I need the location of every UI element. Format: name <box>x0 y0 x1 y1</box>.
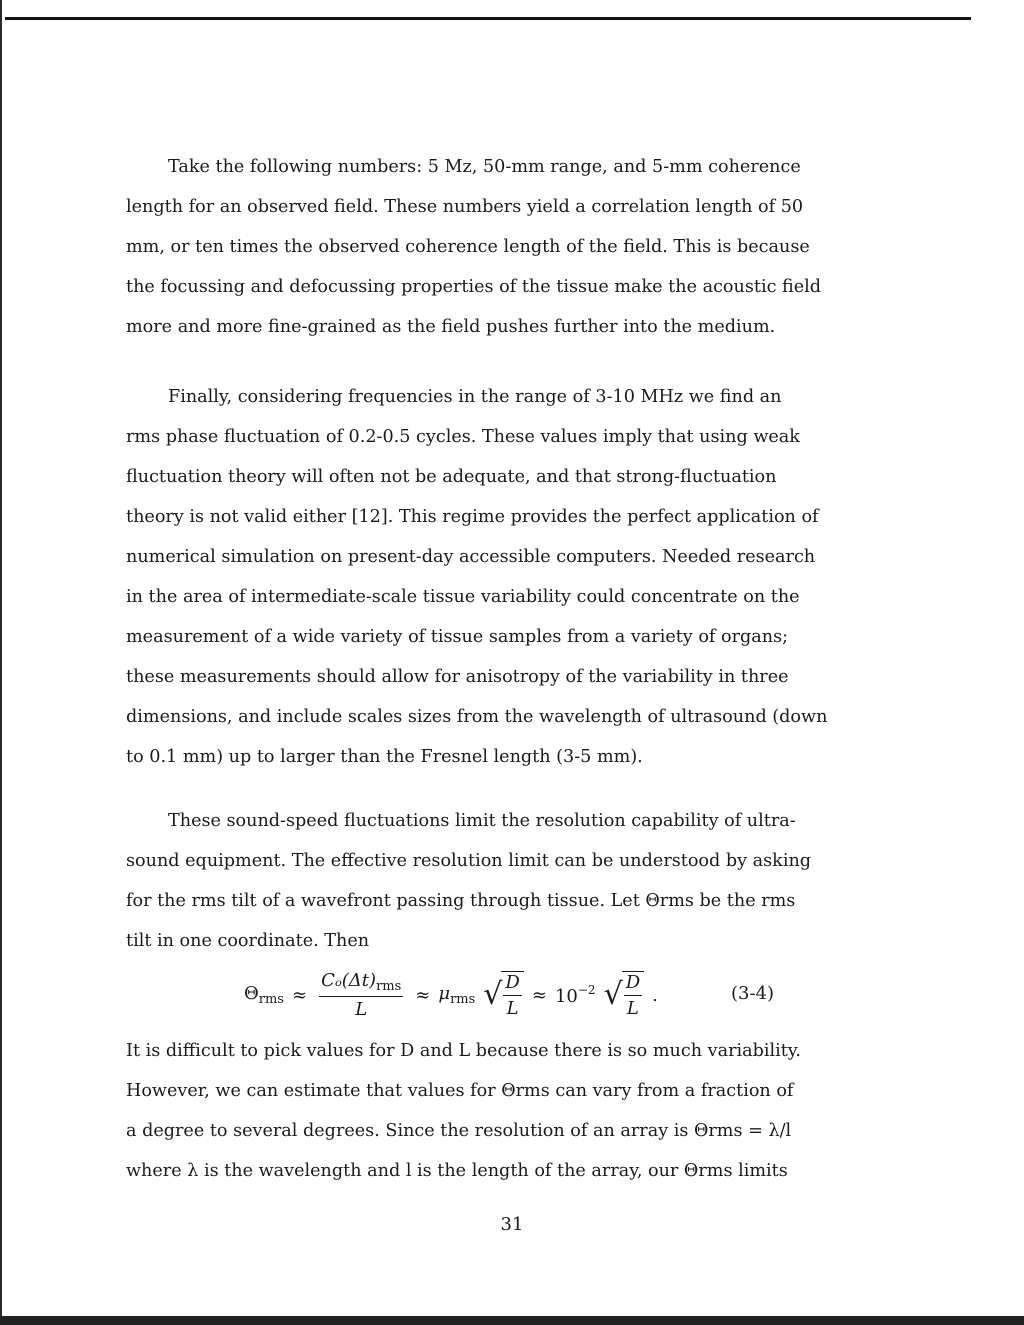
eq-approx: ≈ <box>415 984 431 1006</box>
text-line: sound equipment. The effective resolution limit can be understood by asking <box>126 851 812 871</box>
text-line: in the area of intermediate-scale tissue variability could concentrate on the <box>126 587 800 607</box>
text-line: These sound-speed fluctuations limit the resolution capability of ultra- <box>168 811 796 831</box>
paragraph-3 <box>126 801 812 961</box>
text-line: Finally, considering frequencies in the range of 3-10 MHz we find an <box>168 387 782 407</box>
text-line: fluctuation theory will often not be adequate, and that strong-fluctuation <box>126 467 777 487</box>
paragraph-4 <box>126 1031 802 1191</box>
text-line: to 0.1 mm) up to larger than the Fresnel length (3-5 mm). <box>126 747 643 767</box>
eq-lhs: $\Theta_{rms}$ <box>244 983 284 1007</box>
text-line: more and more fine-grained as the field pushes further into the medium. <box>126 317 776 337</box>
scan-left-edge <box>0 0 2 1325</box>
text-line: However, we can estimate that values for Θrms can vary from a fraction of <box>126 1081 794 1101</box>
text-line: tilt in one coordinate. Then <box>126 931 370 951</box>
text-line: the focussing and defocussing properties of the tissue make the acoustic field <box>126 277 822 297</box>
text-line: It is difficult to pick values for D and L because there is so much variability. <box>126 1041 802 1061</box>
equation-number: (3-4) <box>730 983 774 1004</box>
eq-fraction: $\frac{C_o(\Delta t)_{rms}}{L}$ <box>321 970 402 1020</box>
text-line: measurement of a wide variety of tissue samples from a variety of organs; <box>126 627 789 647</box>
text-line: dimensions, and include scales sizes from the wavelength of ultrasound (down <box>126 707 828 727</box>
paragraph-2 <box>126 377 828 777</box>
page-number: 31 <box>500 1214 524 1235</box>
eq-mu: $\mu_{rms}$ <box>438 983 476 1007</box>
eq-power: $10^{-2}$ <box>554 983 596 1007</box>
text-line: mm, or ten times the observed coherence length of the field. This is because <box>126 237 810 257</box>
text-line: Take the following numbers: 5 Mz, 50-mm range, and 5-mm coherence <box>168 157 801 177</box>
equation-3-4 <box>126 965 776 1025</box>
scan-bottom-edge <box>0 1316 1024 1325</box>
text-line: these measurements should allow for anisotropy of the variability in three <box>126 667 789 687</box>
text-line: numerical simulation on present-day accessible computers. Needed research <box>126 547 816 567</box>
eq-approx: ≈ <box>291 984 308 1006</box>
text-line: theory is not valid either [12]. This regime provides the perfect application of <box>126 507 819 527</box>
eq-sqrt: √ $\frac{D}{L}$ <box>483 971 524 1019</box>
text-line: length for an observed field. These numbers yield a correlation length of 50 <box>126 197 804 217</box>
eq-sqrt: √ $\frac{D}{L}$ <box>604 971 645 1019</box>
text-line: where λ is the wavelength and l is the length of the array, our Θrms limits <box>126 1161 788 1181</box>
equation-body: $\Theta_{rms}$ ≈ $\frac{C_o(\Delta t)_{rms}}{L}$ ≈ $\mu_{rms}$ √ $\frac{D}{L}$ ≈ $10^{-2}$ √ $\frac{D}{L}$ . <box>244 970 658 1020</box>
text-line: for the rms tilt of a wavefront passing through tissue. Let Θrms be the rms <box>126 891 796 911</box>
eq-approx: ≈ <box>531 984 547 1006</box>
text-line: rms phase fluctuation of 0.2-0.5 cycles. These values imply that using weak <box>126 427 800 447</box>
text-line: a degree to several degrees. Since the resolution of an array is Θrms = λ/l <box>126 1121 792 1141</box>
paragraph-1 <box>126 147 822 347</box>
top-rule <box>5 17 971 20</box>
